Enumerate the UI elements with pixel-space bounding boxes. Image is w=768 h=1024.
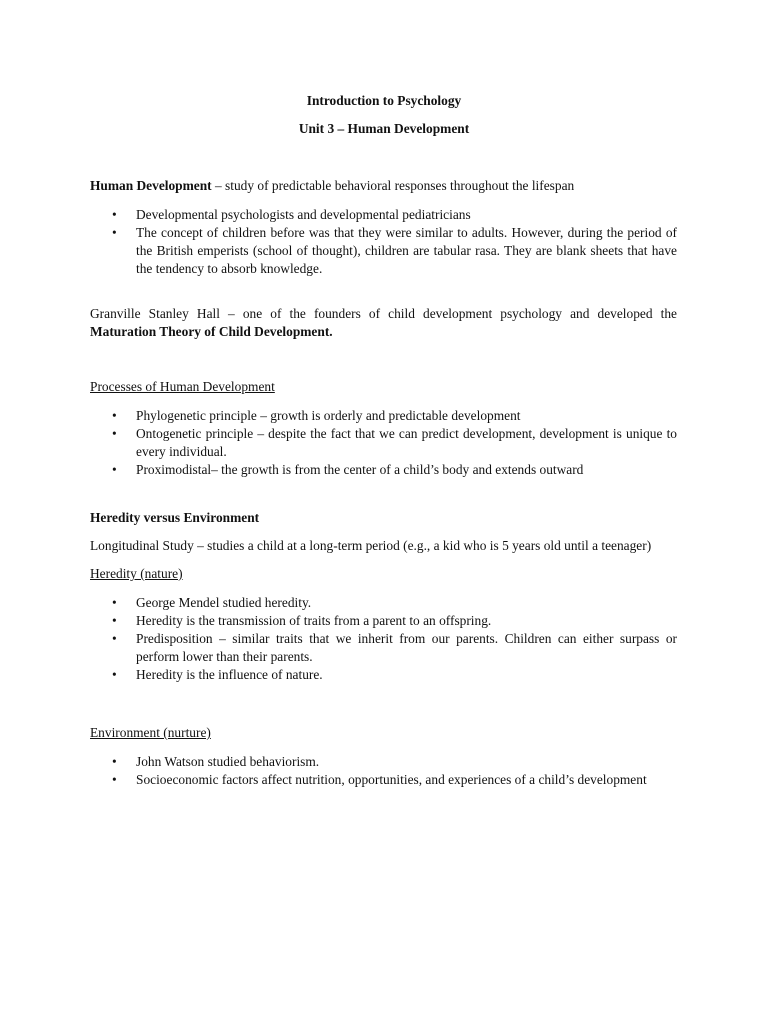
bullet-icon: • bbox=[112, 631, 117, 646]
bullet-icon: • bbox=[112, 772, 117, 787]
heredity-environment-heading: Heredity versus Environment bbox=[90, 510, 260, 525]
bullet-icon: • bbox=[112, 613, 117, 628]
list-item: • Heredity is the influence of nature. bbox=[112, 667, 323, 682]
list-item: • Phylogenetic principle – growth is orderly and predictable development bbox=[112, 408, 521, 423]
bullet-icon: • bbox=[112, 667, 117, 682]
human-development-term: Human Development bbox=[90, 178, 212, 193]
environment-list bbox=[90, 753, 677, 789]
list-item: • Developmental psychologists and developmental pediatricians bbox=[112, 207, 471, 222]
list-item: • Proximodistal– the growth is from the center of a child’s body and extends outward bbox=[112, 462, 584, 477]
document-title: Introduction to Psychology bbox=[306, 93, 462, 108]
list-item: • George Mendel studied heredity. bbox=[112, 595, 312, 610]
maturation-theory: Maturation Theory of Child Development. bbox=[90, 324, 333, 339]
unit-title: Unit 3 – Human Development bbox=[298, 121, 470, 136]
processes-list bbox=[90, 407, 677, 479]
bullet-icon: • bbox=[112, 595, 117, 610]
processes-heading: Processes of Human Development bbox=[90, 379, 275, 394]
longitudinal-study-text: Longitudinal Study – studies a child at a long-term period (e.g., a kid who is 5 years old until a teenager) bbox=[90, 538, 652, 553]
list-item: • Socioeconomic factors affect nutrition, opportunities, and experiences of a child’s development bbox=[112, 772, 647, 787]
bullet-icon: • bbox=[112, 426, 117, 441]
list-item: • The concept of children before was that they were similar to adults. However, during the period of the British emperists (school of thought), children are tabular rasa. They are blank sheets that have the tendency to absorb knowledge. bbox=[112, 225, 677, 276]
list-item: • Heredity is the transmission of traits from a parent to an offspring. bbox=[112, 613, 492, 628]
human-development-list bbox=[90, 206, 677, 278]
bullet-icon: • bbox=[112, 754, 117, 769]
human-development-text: – study of predictable behavioral responses throughout the lifespan bbox=[211, 178, 575, 193]
bullet-icon: • bbox=[112, 207, 117, 222]
list-item: • Ontogenetic principle – despite the fact that we can predict development, development is unique to every individual. bbox=[112, 426, 677, 459]
bullet-icon: • bbox=[112, 462, 117, 477]
bullet-icon: • bbox=[112, 408, 117, 423]
list-item: • Predisposition – similar traits that we inherit from our parents. Children can either surpass or perform lower than their parents. bbox=[112, 631, 677, 664]
human-development-definition bbox=[90, 177, 677, 195]
list-item: • John Watson studied behaviorism. bbox=[112, 754, 320, 769]
hall-text: Granville Stanley Hall – one of the founders of child development psychology and developed the bbox=[90, 306, 677, 321]
heredity-heading: Heredity (nature) bbox=[90, 566, 183, 581]
hall-paragraph bbox=[90, 305, 677, 341]
environment-heading: Environment (nurture) bbox=[90, 725, 211, 740]
heredity-list bbox=[90, 594, 677, 684]
bullet-icon: • bbox=[112, 225, 117, 240]
